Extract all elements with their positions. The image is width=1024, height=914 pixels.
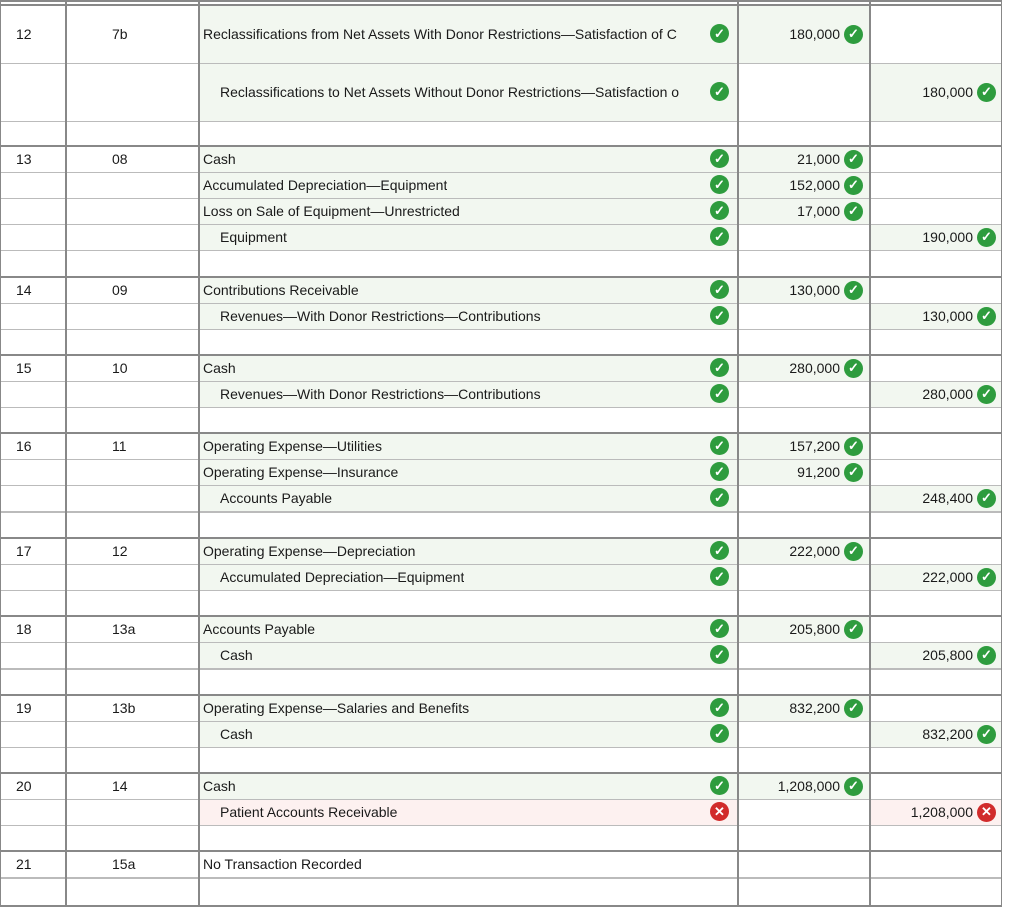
credit-amount: 180,000 (922, 84, 973, 100)
debit-field[interactable] (738, 303, 869, 329)
account-title-text: Contributions Receivable (203, 282, 359, 298)
account-title-text: Cash (220, 647, 253, 663)
account-title-field[interactable] (199, 851, 737, 877)
debit-field[interactable] (738, 616, 869, 642)
account-title-text: Accounts Payable (220, 490, 333, 506)
debit-field[interactable] (738, 851, 869, 877)
debit-amount: 205,800 (789, 621, 840, 637)
credit-field[interactable] (871, 642, 1002, 668)
account-title-text: Cash (203, 360, 236, 376)
transaction-number (16, 224, 56, 250)
transaction-number (16, 799, 56, 825)
row-divider (0, 905, 1002, 907)
transaction-number (16, 459, 56, 485)
row-divider (0, 721, 1002, 722)
check-circle-icon: ✓ (710, 436, 729, 455)
check-circle-icon: ✓ (844, 542, 863, 561)
event-code (112, 63, 172, 121)
credit-amount: 222,000 (922, 569, 973, 585)
row-divider (0, 432, 1002, 434)
credit-amount: 205,800 (922, 647, 973, 663)
credit-field[interactable] (871, 564, 1002, 590)
row-divider (0, 850, 1002, 852)
debit-field[interactable] (738, 538, 869, 564)
account-title-field[interactable] (199, 721, 737, 747)
credit-field[interactable] (871, 381, 1002, 407)
account-title-field[interactable] (199, 303, 737, 329)
account-title-text: No Transaction Recorded (203, 856, 362, 872)
check-circle-icon: ✓ (710, 488, 729, 507)
debit-field[interactable] (738, 799, 869, 825)
debit-field[interactable] (738, 63, 869, 121)
account-title-text: Reclassifications to Net Assets Without Donor Restrictions—Satisfaction o (220, 84, 680, 100)
check-circle-icon: ✓ (977, 489, 996, 508)
transaction-number (16, 642, 56, 668)
account-title-field[interactable] (199, 277, 737, 303)
check-circle-icon: ✓ (844, 25, 863, 44)
account-title-text: Accumulated Depreciation—Equipment (220, 569, 465, 585)
row-divider (0, 512, 1002, 513)
event-code: 10 (112, 360, 128, 376)
account-title-text: Cash (220, 726, 253, 742)
credit-field[interactable] (871, 146, 1002, 172)
check-circle-icon: ✓ (844, 359, 863, 378)
check-circle-icon: ✓ (710, 776, 729, 795)
credit-field[interactable] (871, 63, 1002, 121)
account-title-field[interactable] (199, 433, 737, 459)
event-code (112, 642, 172, 668)
account-title-text: Accounts Payable (203, 621, 316, 637)
credit-field[interactable] (871, 172, 1002, 198)
account-title-text: Operating Expense—Insurance (203, 464, 399, 480)
check-circle-icon: ✓ (710, 306, 729, 325)
transaction-number: 19 (16, 700, 32, 716)
account-title-field[interactable] (199, 355, 737, 381)
check-circle-icon: ✓ (710, 541, 729, 560)
account-title-field[interactable] (199, 63, 737, 121)
row-divider (0, 878, 1002, 879)
debit-field[interactable] (738, 721, 869, 747)
account-title-text: Cash (203, 151, 236, 167)
debit-amount: 832,200 (789, 700, 840, 716)
check-circle-icon: ✓ (710, 645, 729, 664)
event-code: 11 (112, 438, 127, 454)
row-divider (0, 772, 1002, 774)
credit-amount: 248,400 (922, 490, 973, 506)
account-title-text: Revenues—With Donor Restrictions—Contributions (220, 386, 541, 402)
credit-field[interactable] (871, 355, 1002, 381)
column-divider (737, 0, 739, 906)
account-title-field[interactable] (199, 773, 737, 799)
check-circle-icon: ✓ (977, 83, 996, 102)
transaction-number: 21 (16, 856, 32, 872)
account-title-field[interactable] (199, 564, 737, 590)
account-title-field[interactable] (199, 172, 737, 198)
debit-amount: 91,200 (797, 464, 840, 480)
check-circle-icon: ✓ (710, 149, 729, 168)
event-code: 09 (112, 282, 128, 298)
check-circle-icon: ✓ (710, 724, 729, 743)
check-circle-icon: ✓ (710, 462, 729, 481)
account-title-text: Accumulated Depreciation—Equipment (203, 177, 448, 193)
event-code (112, 381, 172, 407)
row-divider (0, 747, 1002, 748)
debit-field[interactable] (738, 224, 869, 250)
row-divider (0, 224, 1002, 225)
row-divider (0, 250, 1002, 251)
debit-field[interactable] (738, 5, 869, 63)
check-circle-icon: ✓ (844, 463, 863, 482)
debit-amount: 21,000 (797, 151, 840, 167)
credit-field[interactable] (871, 799, 1002, 825)
row-divider (0, 669, 1002, 670)
row-divider (0, 590, 1002, 591)
check-circle-icon: ✓ (844, 620, 863, 639)
check-circle-icon: ✓ (710, 698, 729, 717)
account-title-text: Reclassifications from Net Assets With Donor Restrictions—Satisfaction of C (203, 26, 677, 42)
row-divider (0, 407, 1002, 408)
credit-field[interactable] (871, 721, 1002, 747)
check-circle-icon: ✓ (977, 385, 996, 404)
account-title-text: Patient Accounts Receivable (220, 804, 398, 820)
credit-field[interactable] (871, 485, 1002, 511)
column-divider (198, 0, 200, 906)
credit-field[interactable] (871, 277, 1002, 303)
row-divider (0, 4, 1002, 6)
check-circle-icon: ✓ (844, 699, 863, 718)
debit-amount: 152,000 (789, 177, 840, 193)
check-circle-icon: ✓ (977, 568, 996, 587)
check-circle-icon: ✓ (977, 228, 996, 247)
account-title-field[interactable] (199, 146, 737, 172)
x-circle-icon: ✕ (710, 802, 729, 821)
row-divider (0, 198, 1002, 199)
row-divider (0, 615, 1002, 617)
event-code (112, 224, 172, 250)
debit-field[interactable] (738, 485, 869, 511)
event-code (112, 459, 172, 485)
debit-field[interactable] (738, 198, 869, 224)
row-divider (0, 564, 1002, 565)
credit-field[interactable] (871, 773, 1002, 799)
debit-amount: 222,000 (789, 543, 840, 559)
row-divider (0, 642, 1002, 643)
credit-field[interactable] (871, 459, 1002, 485)
column-divider (869, 0, 871, 906)
event-code (112, 303, 172, 329)
check-circle-icon: ✓ (710, 358, 729, 377)
row-divider (0, 354, 1002, 356)
debit-amount: 1,208,000 (777, 778, 840, 794)
account-title-text: Equipment (220, 229, 287, 245)
debit-field[interactable] (738, 277, 869, 303)
credit-field[interactable] (871, 851, 1002, 877)
debit-field[interactable] (738, 381, 869, 407)
account-title-field[interactable] (199, 198, 737, 224)
check-circle-icon: ✓ (844, 176, 863, 195)
transaction-number: 20 (16, 778, 32, 794)
transaction-number (16, 63, 56, 121)
transaction-number: 12 (16, 26, 32, 42)
transaction-number (16, 381, 56, 407)
column-divider (0, 0, 1, 906)
check-circle-icon: ✓ (710, 567, 729, 586)
check-circle-icon: ✓ (710, 82, 729, 101)
transaction-number (16, 198, 56, 224)
check-circle-icon: ✓ (844, 202, 863, 221)
check-circle-icon: ✓ (710, 201, 729, 220)
row-divider (0, 329, 1002, 330)
account-title-text: Revenues—With Donor Restrictions—Contributions (220, 308, 541, 324)
x-circle-icon: ✕ (977, 803, 996, 822)
transaction-number (16, 485, 56, 511)
account-title-field[interactable] (199, 695, 737, 721)
account-title-field[interactable] (199, 381, 737, 407)
check-circle-icon: ✓ (977, 725, 996, 744)
account-title-field[interactable] (199, 459, 737, 485)
account-title-text: Operating Expense—Utilities (203, 438, 382, 454)
credit-field[interactable] (871, 5, 1002, 63)
account-title-field[interactable] (199, 5, 737, 63)
event-code (112, 485, 172, 511)
row-divider (0, 459, 1002, 460)
check-circle-icon: ✓ (844, 150, 863, 169)
row-divider (0, 121, 1002, 122)
credit-amount: 130,000 (922, 308, 973, 324)
row-divider (0, 303, 1002, 304)
event-code: 15a (112, 856, 136, 872)
debit-field[interactable] (738, 642, 869, 668)
event-code (112, 198, 172, 224)
debit-amount: 280,000 (789, 360, 840, 376)
check-circle-icon: ✓ (710, 280, 729, 299)
event-code (112, 799, 172, 825)
debit-field[interactable] (738, 355, 869, 381)
transaction-number: 18 (16, 621, 32, 637)
transaction-number: 15 (16, 360, 32, 376)
event-code: 14 (112, 778, 128, 794)
account-title-field[interactable] (199, 485, 737, 511)
account-title-text: Operating Expense—Salaries and Benefits (203, 700, 470, 716)
credit-field[interactable] (871, 224, 1002, 250)
row-divider (0, 145, 1002, 147)
event-code: 13b (112, 700, 136, 716)
transaction-number: 16 (16, 438, 32, 454)
transaction-number: 14 (16, 282, 32, 298)
check-circle-icon: ✓ (710, 175, 729, 194)
account-title-text: Operating Expense—Depreciation (203, 543, 416, 559)
check-circle-icon: ✓ (710, 619, 729, 638)
check-circle-icon: ✓ (844, 777, 863, 796)
account-title-text: Cash (203, 778, 236, 794)
credit-amount: 190,000 (922, 229, 973, 245)
account-title-field[interactable] (199, 616, 737, 642)
credit-field[interactable] (871, 695, 1002, 721)
event-code (112, 172, 172, 198)
row-divider (0, 537, 1002, 539)
row-divider (0, 172, 1002, 173)
row-divider (0, 63, 1002, 64)
debit-field[interactable] (738, 695, 869, 721)
debit-field[interactable] (738, 459, 869, 485)
event-code: 13a (112, 621, 136, 637)
event-code (112, 721, 172, 747)
row-divider (0, 381, 1002, 382)
event-code: 7b (112, 26, 128, 42)
row-divider (0, 799, 1002, 800)
credit-field[interactable] (871, 538, 1002, 564)
debit-field[interactable] (738, 146, 869, 172)
transaction-number (16, 303, 56, 329)
row-divider (0, 276, 1002, 278)
debit-field[interactable] (738, 172, 869, 198)
debit-amount: 180,000 (789, 26, 840, 42)
check-circle-icon: ✓ (977, 307, 996, 326)
check-circle-icon: ✓ (710, 384, 729, 403)
transaction-number (16, 564, 56, 590)
credit-field[interactable] (871, 616, 1002, 642)
row-divider (0, 0, 1002, 2)
credit-field[interactable] (871, 198, 1002, 224)
debit-field[interactable] (738, 433, 869, 459)
account-title-text: Loss on Sale of Equipment—Unrestricted (203, 203, 460, 219)
row-divider (0, 825, 1002, 826)
credit-amount: 280,000 (922, 386, 973, 402)
credit-amount: 832,200 (922, 726, 973, 742)
transaction-number: 17 (16, 543, 32, 559)
debit-amount: 17,000 (797, 203, 840, 219)
credit-amount: 1,208,000 (910, 804, 973, 820)
debit-field[interactable] (738, 773, 869, 799)
credit-field[interactable] (871, 303, 1002, 329)
transaction-number (16, 172, 56, 198)
check-circle-icon: ✓ (710, 227, 729, 246)
transaction-number: 13 (16, 151, 32, 167)
check-circle-icon: ✓ (710, 24, 729, 43)
debit-amount: 157,200 (789, 438, 840, 454)
check-circle-icon: ✓ (844, 437, 863, 456)
event-code: 12 (112, 543, 128, 559)
account-title-field[interactable] (199, 224, 737, 250)
account-title-field[interactable] (199, 799, 737, 825)
debit-amount: 130,000 (789, 282, 840, 298)
row-divider (0, 485, 1002, 486)
account-title-field[interactable] (199, 538, 737, 564)
event-code (112, 564, 172, 590)
transaction-number (16, 721, 56, 747)
account-title-field[interactable] (199, 642, 737, 668)
event-code: 08 (112, 151, 128, 167)
debit-field[interactable] (738, 564, 869, 590)
column-divider (1001, 0, 1002, 906)
check-circle-icon: ✓ (844, 281, 863, 300)
credit-field[interactable] (871, 433, 1002, 459)
column-divider (65, 0, 67, 906)
row-divider (0, 694, 1002, 696)
check-circle-icon: ✓ (977, 646, 996, 665)
